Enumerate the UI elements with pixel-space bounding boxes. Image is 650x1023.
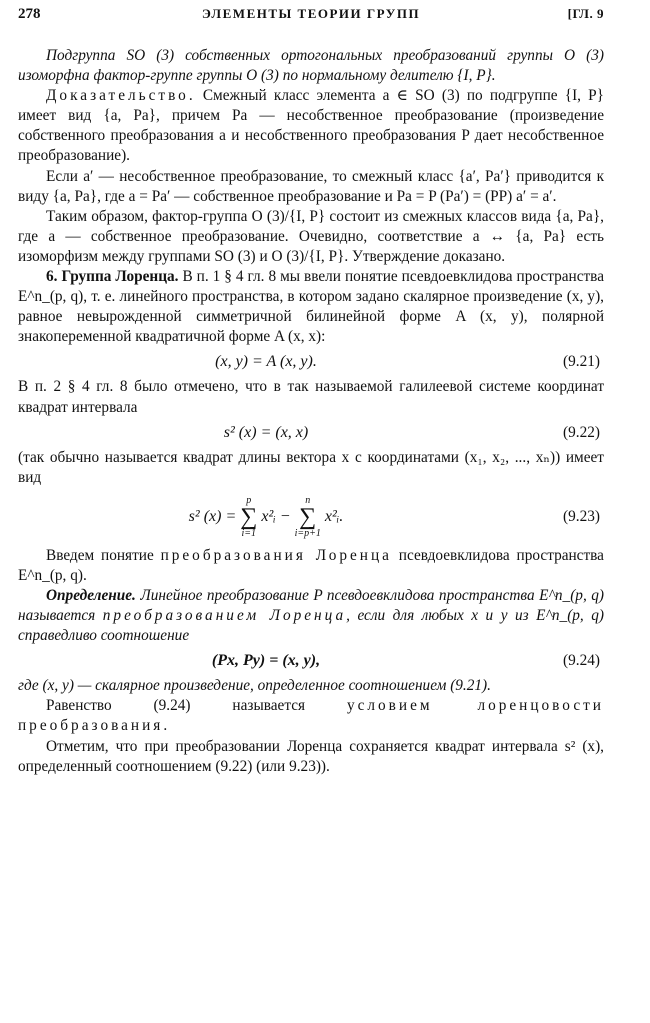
definition-label: Определение.: [46, 586, 136, 604]
page-number: 278: [18, 6, 41, 22]
text-run: Введем понятие: [46, 546, 161, 564]
sum-lower-limit: i=p+1: [294, 528, 321, 540]
equation-9-22: [18, 418, 604, 448]
section-intro-text: В п. 1 § 4 гл. 8 мы ввели понятие псевдоевклидова пространства E^n_(p, q), т. е. линейного пространства, в котором задано скалярное произведение (x, y), равное невырожденной симметричной билинейной форме A (x, y), полярной знакопеременной квадратичной форме A (x, x):: [18, 268, 604, 346]
spaced-term: преобразованием Лоренца: [102, 607, 347, 625]
book-page: [18, 0, 604, 1023]
section-heading: 6. Группа Лоренца.: [46, 268, 179, 286]
proof-paragraph: [18, 86, 604, 166]
sum-upper-limit: p: [246, 495, 252, 507]
theorem-statement: Подгруппа SO (3) собственных ортогональных преобразований группы O (3) изоморфна фактор-группе группы O (3) по нормальному делителю {I, P}.: [18, 47, 604, 85]
paragraph-10: Отметим, что при преобразовании Лоренца сохраняется квадрат интервала s² (x), определенный соотношением (9.22) (или 9.23)).: [18, 737, 604, 775]
paragraph-9: [18, 696, 604, 736]
running-header: [18, 6, 604, 28]
paragraph-6: (так обычно называется квадрат длины вектора x с координатами (x₁, x₂, ..., xₙ)) имеет вид: [18, 448, 604, 486]
sum-symbol: n ∑ i=p+1: [294, 495, 321, 540]
equation-lhs: s² (x) =: [188, 508, 237, 526]
sum-upper-limit: n: [305, 495, 311, 507]
paragraph-3: Таким образом, фактор-группа O (3)/{I, P} состоит из смежных классов вида {a, Pa}, где a — собственное преобразование. Очевидно, соответствие a ↔ {a, Pa} есть изоморфизм между группами SO (3) и O (3)/{I, P}. Утверждение доказано.: [18, 207, 604, 265]
text-run: .: [163, 717, 168, 735]
equation-number: (9.24): [563, 652, 600, 670]
page-body: [18, 46, 604, 777]
lorentz-group-paragraph: [18, 267, 604, 347]
paragraph-2: Если a′ — несобственное преобразование, то смежный класс {a′, Pa′} приводится к виду {a, Pa}, где a = Pa′ — собственное преобразование и Pa = P (Pa′) = (PP) a′ = a′.: [18, 167, 604, 205]
sum-term: x²ᵢ −: [261, 508, 291, 526]
text-run: Равенство (9.24) называется: [46, 697, 347, 715]
sum-symbol: p ∑ i=1: [240, 495, 258, 540]
text-run: псевдоевклидова пространства E^n_(p, q).: [18, 546, 604, 584]
equation-expression: [18, 488, 514, 546]
equation-number: (9.23): [563, 507, 600, 525]
proof-text: Смежный класс элемента a ∈ SO (3) по подгруппе {I, P} имеет вид {a, Pa}, причем Pa — несобственное преобразование (произведение собственного преобразования a и несобственного преобразования P дает несобственное преобразование).: [18, 87, 604, 165]
paragraph-8: где (x, y) — скалярное произведение, определенное соотношением (9.21).: [18, 677, 491, 695]
equation-number: (9.22): [563, 423, 600, 441]
spaced-term: условием лоренцовости преобразования: [18, 697, 604, 735]
equation-9-23: [18, 488, 604, 546]
equation-number: (9.21): [563, 353, 600, 371]
chapter-label: [ГЛ. 9: [567, 6, 604, 21]
equation-expression: s² (x) = (x, x): [223, 423, 309, 441]
equation-expression: (Px, Py) = (x, y),: [211, 652, 321, 670]
text-run: Линейное преобразование P псевдоевклидова пространства E^n_(p, q) называется: [18, 586, 604, 625]
spaced-term: преобразования Лоренца: [160, 546, 392, 564]
text-run: , если для любых x и y из E^n_(p, q) справедливо соотношение: [18, 607, 605, 645]
running-title: ЭЛЕМЕНТЫ ТЕОРИИ ГРУПП: [201, 6, 421, 21]
sum-term: x²ᵢ.: [324, 508, 344, 526]
proof-label: Доказательство.: [46, 87, 196, 105]
definition-paragraph: [18, 586, 604, 646]
equation-expression: (x, y) = A (x, y).: [215, 353, 317, 371]
equation-9-24: [18, 646, 604, 676]
paragraph-7: [18, 546, 604, 586]
equation-9-21: [18, 347, 604, 377]
sum-lower-limit: i=1: [241, 528, 257, 540]
paragraph-5: В п. 2 § 4 гл. 8 было отмечено, что в так называемой галилеевой системе координат квадрат интервала: [18, 378, 604, 416]
